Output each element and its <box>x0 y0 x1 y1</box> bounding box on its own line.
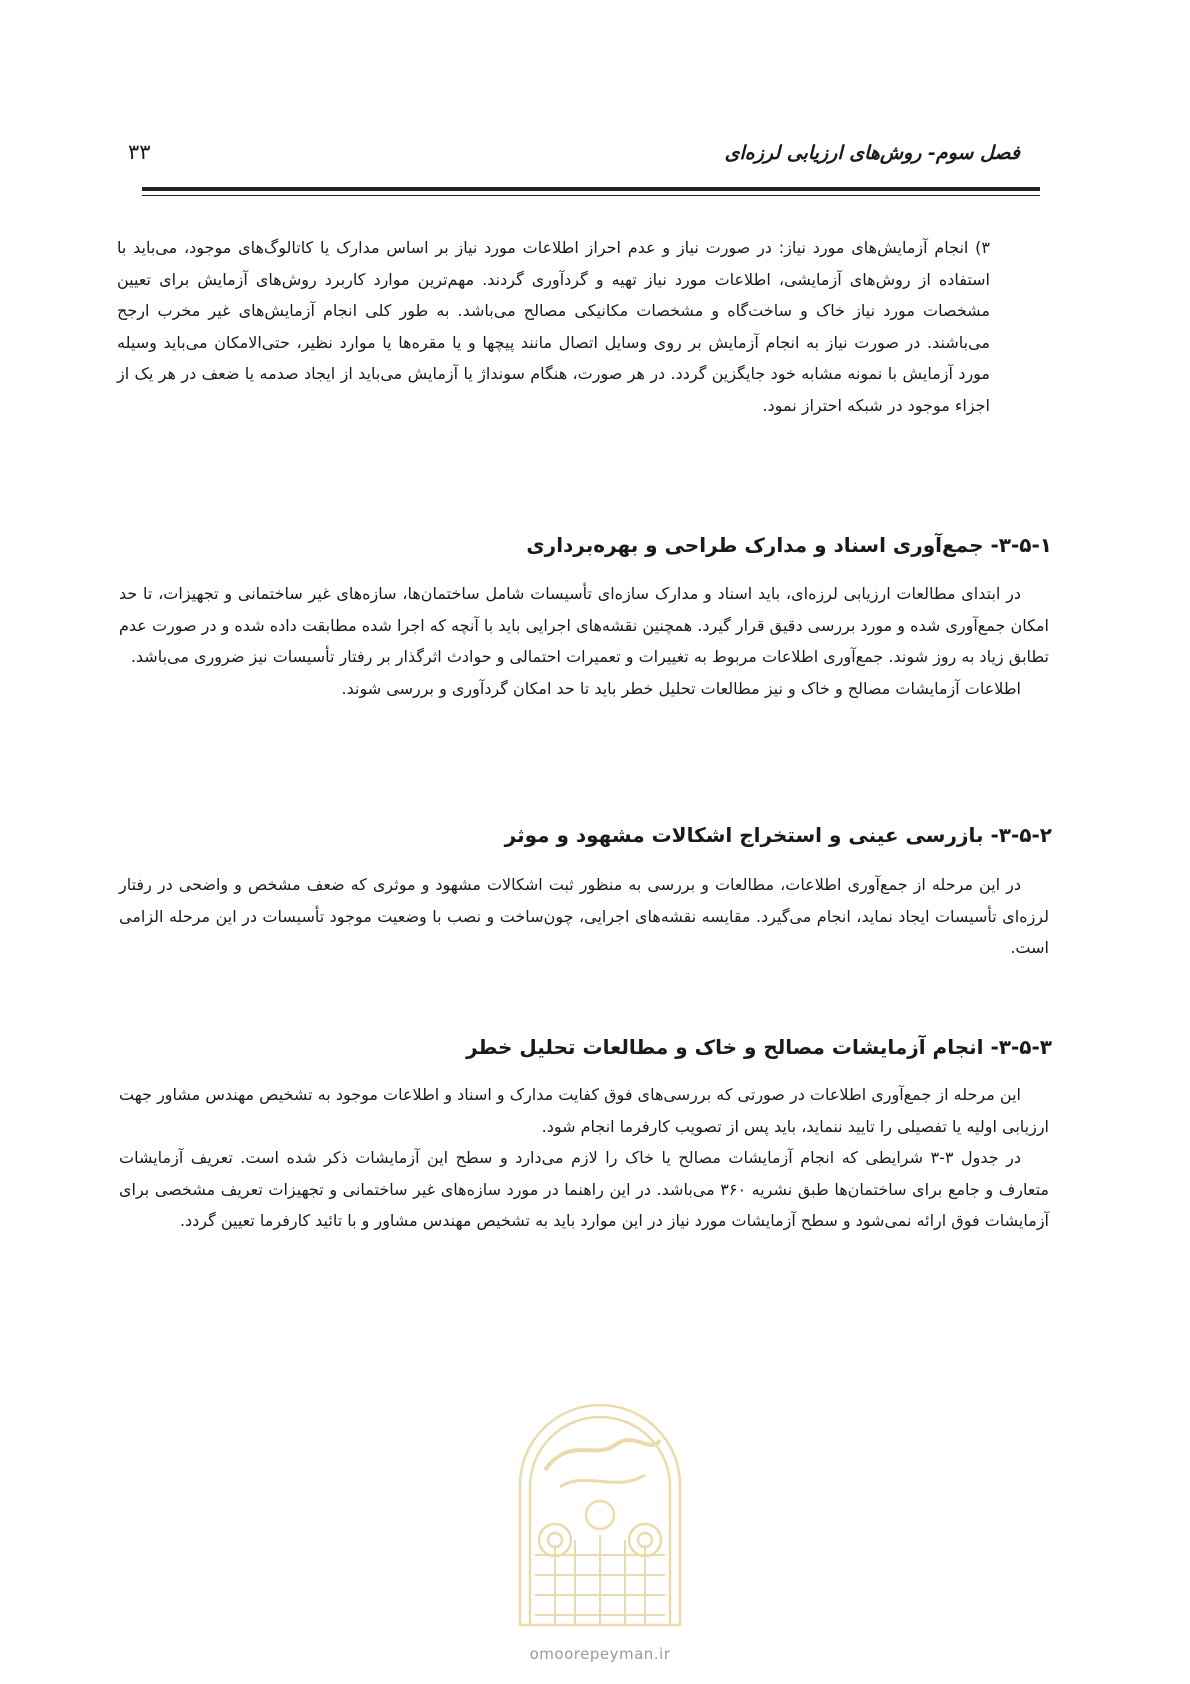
section-body-3-5-1 <box>119 578 1049 704</box>
paragraph: اطلاعات آزمایشات مصالح و خاک و نیز مطالعات تحلیل خطر باید تا حد امکان گردآوری و بررسی شوند. <box>341 678 1021 698</box>
watermark-url: omoorepeyman.ir <box>529 1645 671 1663</box>
section-heading-3-5-1: ۳-۵-۱- جمع‌آوری اسناد و مدارک طراحی و بهره‌برداری <box>526 533 1052 557</box>
paragraph: در این مرحله از جمع‌آوری اطلاعات، مطالعات و بررسی به منظور ثبت اشکالات مشهود و موثری که ضعف مشخص و واضحی در رفتار لرزه‌ای تأسیسات ایجاد نماید، انجام می‌گیرد. مقایسه نقشه‌های اجرایی، چون‌ساخت و نصب با وضعیت موجود تأسیسات در این مرحله الزامی است. <box>119 875 1049 957</box>
paragraph: در ابتدای مطالعات ارزیابی لرزه‌ای، باید اسناد و مدارک سازه‌ای تأسیسات شامل ساختمان‌ها، سازه‌های غیر ساختمانی و تجهیزات، تا حد امکان جمع‌آوری شده و مورد بررسی دقیق قرار گیرد. همچنین نقشه‌های اجرایی باید با آنچه که اجرا شده مطابقت داده شده و در صورت عدم تطابق زیاد به روز شوند. جمع‌آوری اطلاعات مربوط به تغییرات و تعمیرات احتمالی و حوادث اثرگذار بر رفتار تأسیسات نیز ضروری می‌باشد. <box>119 584 1049 666</box>
header-rule-thick <box>142 187 1040 191</box>
list-item-3 <box>117 232 990 422</box>
section-heading-3-5-2: ۳-۵-۲- بازرسی عینی و استخراج اشکالات مشهود و موثر <box>504 823 1052 847</box>
chapter-title: فصل سوم- روش‌های ارزیابی لرزه‌ای <box>724 142 1020 164</box>
watermark-logo <box>475 1375 725 1645</box>
paragraph: این مرحله از جمع‌آوری اطلاعات در صورتی که بررسی‌های فوق کفایت مدارک و اسناد و اطلاعات موجود به تشخیص مهندس مشاور جهت ارزیابی اولیه یا تفصیلی را تایید ننماید، باید پس از تصویب کارفرما انجام شود. <box>119 1085 1049 1136</box>
page-number: ۳۳ <box>128 140 151 164</box>
section-body-3-5-3 <box>119 1079 1049 1237</box>
paragraph: در جدول ۳-۳ شرایطی که انجام آزمایشات مصالح یا خاک را لازم می‌دارد و سطح این آزمایشات ذکر شده است. تعریف آزمایشات متعارف و جامع برای ساختمان‌ها طبق نشریه ۳۶۰ می‌باشد. در این راهنما در مورد سازه‌های غیر ساختمانی و تجهیزات تعریف مشخصی برای آزمایشات فوق ارائه نمی‌شود و سطح آزمایشات مورد نیاز در این موارد باید به تشخیص مهندس مشاور و با تائید کارفرما تعیین گردد. <box>119 1148 1050 1230</box>
header-rule-thin <box>142 195 1040 196</box>
section-body-3-5-2 <box>119 869 1049 964</box>
section-heading-3-5-3: ۳-۵-۳- انجام آزمایشات مصالح و خاک و مطالعات تحلیل خطر <box>466 1035 1052 1059</box>
list-item-text: ۳) انجام آزمایش‌های مورد نیاز: در صورت نیاز و عدم احراز اطلاعات مورد نیاز بر اساس مدارک یا کاتالوگ‌های موجود، می‌باید با استفاده از روش‌های آزمایشی، اطلاعات مورد نیاز تهیه و گردآوری گردند. مهم‌ترین موارد کاربرد روش‌های آزمایش برای تعیین مشخصات مورد نیاز خاک و ساخت‌گاه و مشخصات مکانیکی مصالح می‌باشد. به طور کلی انجام آزمایش‌های غیر مخرب ارجح می‌باشند. در صورت نیاز به انجام آزمایش بر روی وسایل اتصال مانند پیچها و یا مقره‌ها یا موارد نظیر، حتی‌الامکان می‌باید وسیله مورد آزمایش با نمونه مشابه خود جایگزین گردد. در هر صورت، هنگام سونداژ یا آزمایش می‌باید از ایجاد صدمه یا ضعف در هر یک از اجزاء موجود در شبکه احتراز نمود. <box>117 238 990 415</box>
